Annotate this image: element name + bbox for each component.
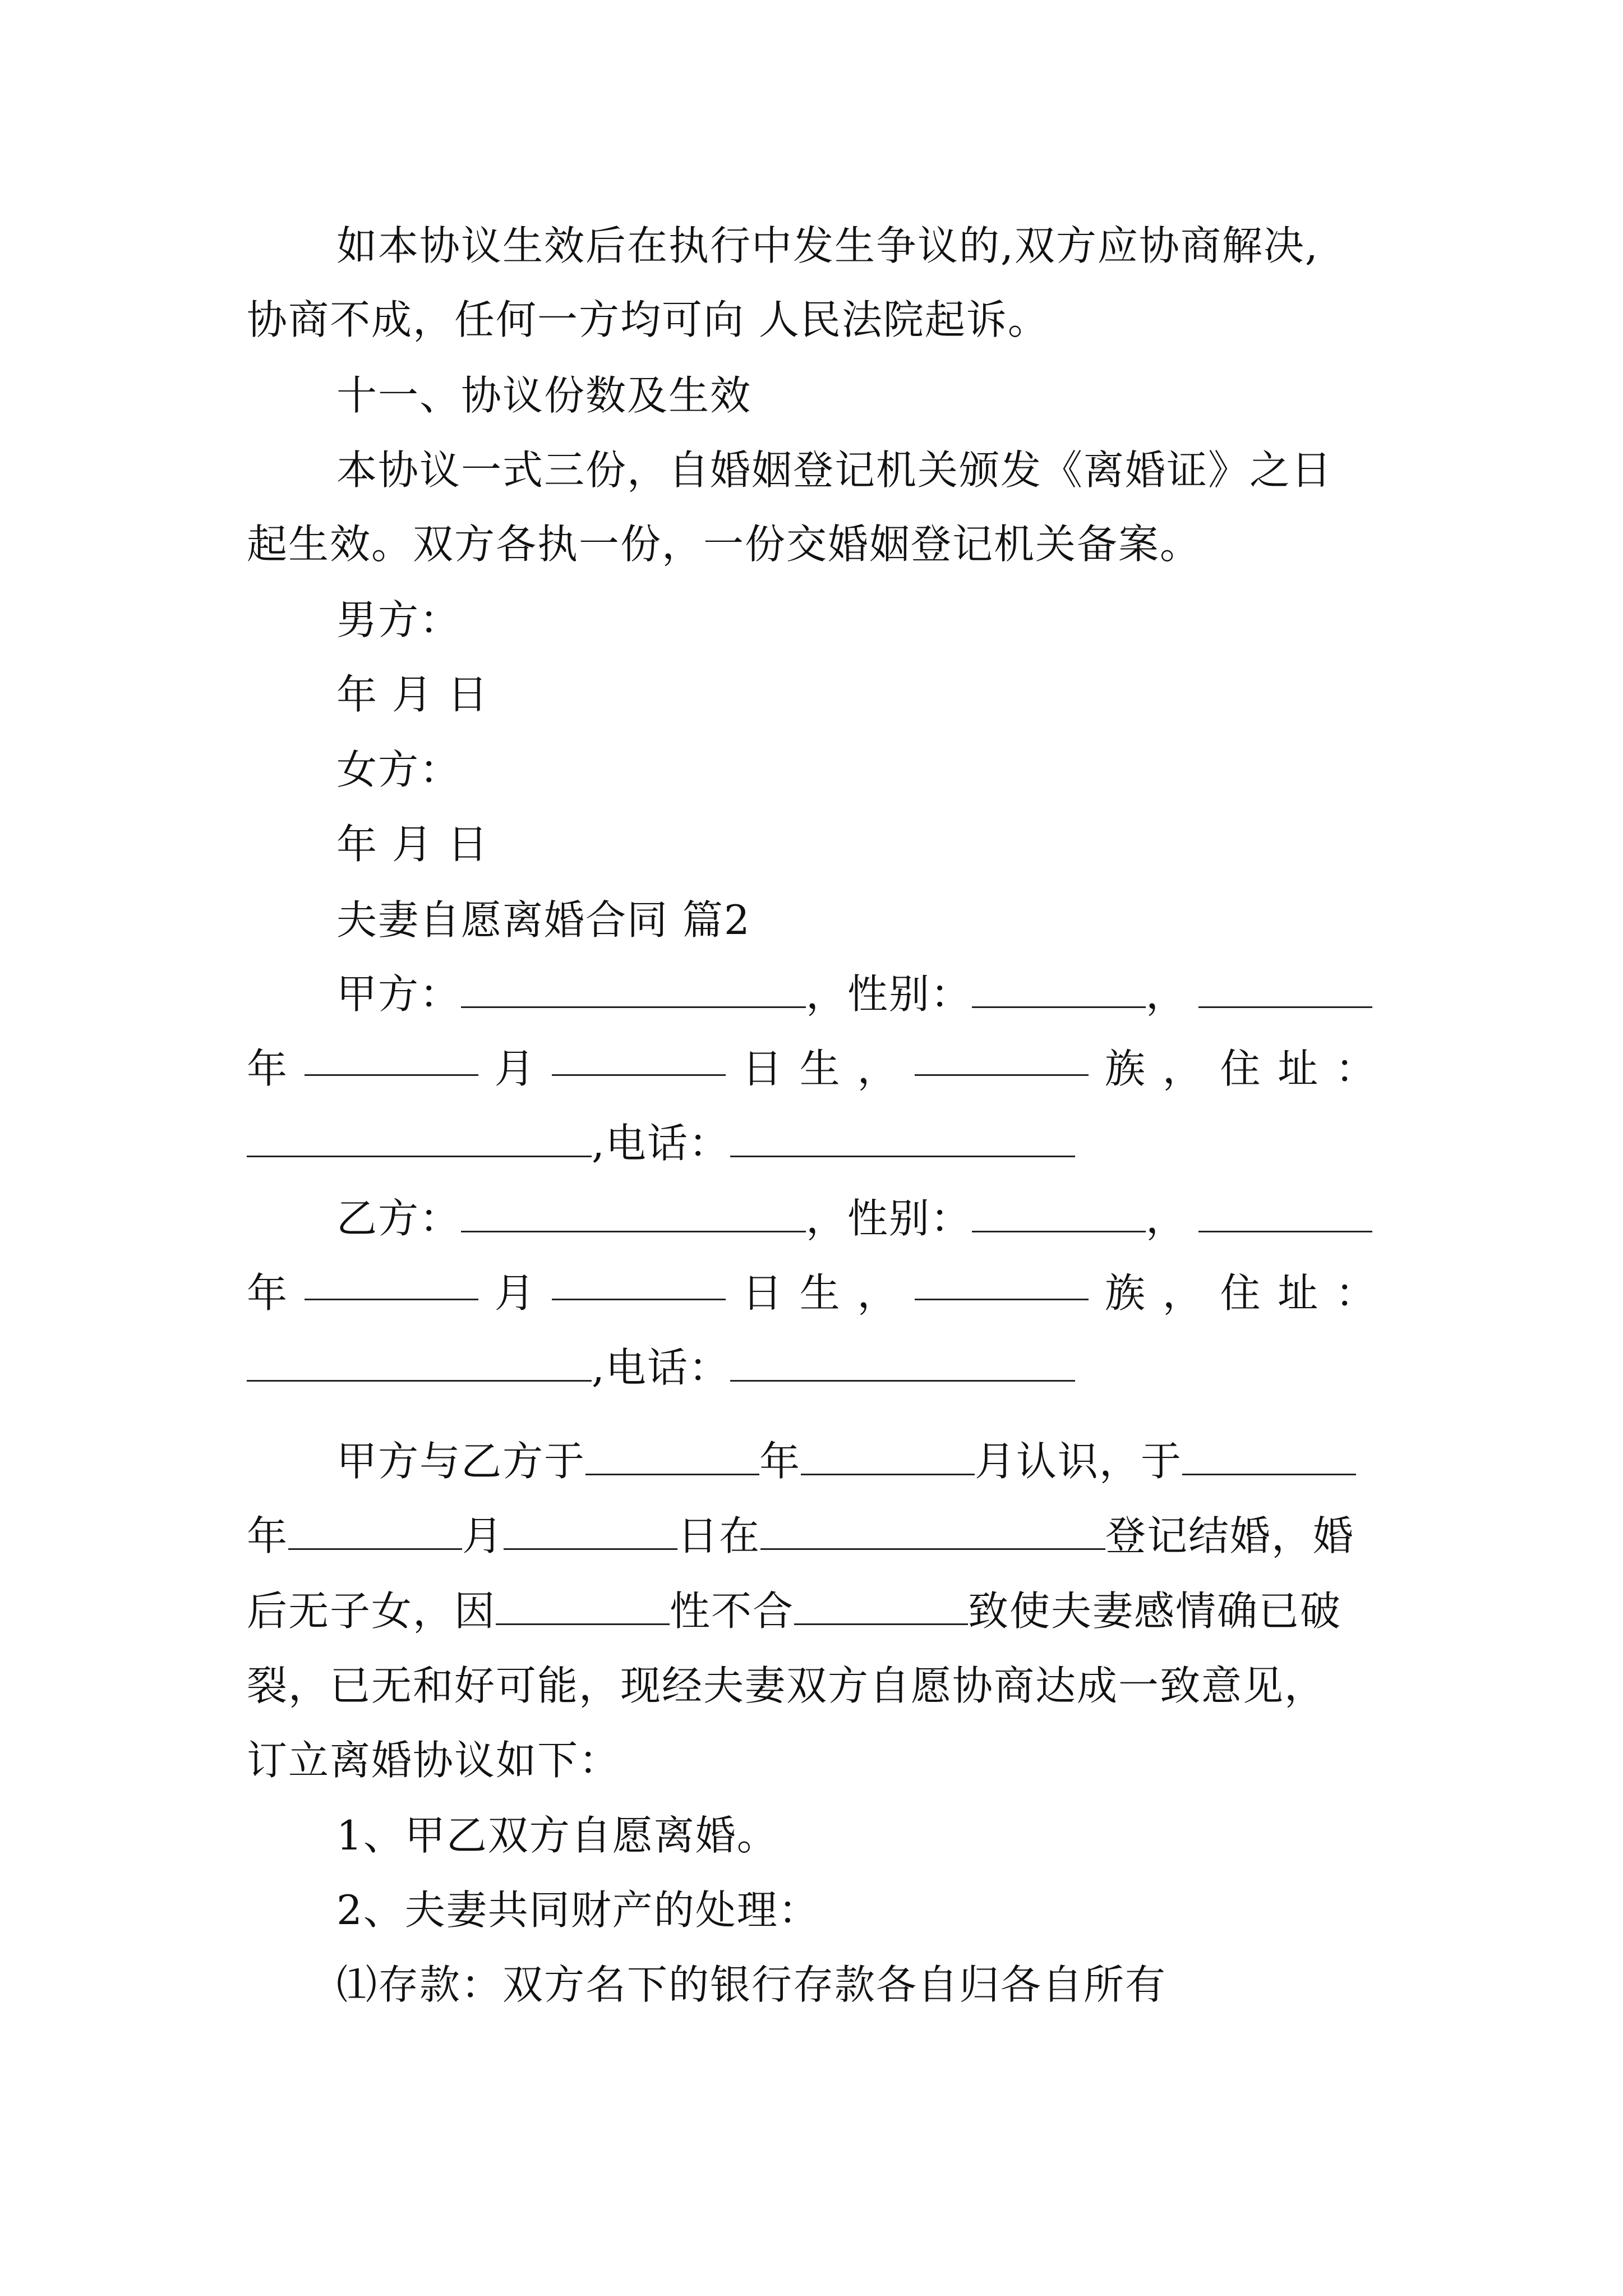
contract-title-part2: 夫妻自愿离婚合同 篇2 [336,896,751,944]
clause-2: 2、夫妻共同财产的处理： [336,1887,820,1934]
year-label: 年 [247,1045,289,1092]
clause-2-1-deposits: ⑴存款：双方名下的银行存款各自归各自所有 [336,1961,1167,2008]
party-a-month-blank [305,1035,478,1076]
text-segment: 日在 [677,1512,761,1559]
party-a-ethnicity-blank [915,1035,1089,1076]
text-segment: 后无子女，因 [247,1588,496,1635]
month-label: 月 [494,1269,536,1317]
party-b-name-blank [461,1191,806,1232]
text-segment: 致使夫妻感情确已破 [968,1588,1342,1635]
month-label: 月 [494,1045,536,1092]
gender-label: ，性别： [806,970,972,1018]
signature-man-label: 男方： [336,596,462,643]
text-segment: 年 [247,1512,289,1559]
party-a-line2 [247,1035,1377,1102]
gender-label: ，性别： [806,1195,972,1242]
born-label: 生 [799,1269,841,1317]
day-label: 日 [741,1045,783,1092]
section-heading-11: 十一、协议份数及生效 [336,372,752,419]
marriage-paragraph-line4: 裂，已无和好可能，现经夫妻双方自愿协商达成一致意见， [247,1662,1326,1709]
signature-woman-date: 年 月 日 [336,821,489,868]
born-label: 生 [799,1045,841,1092]
party-a-day-blank [552,1035,726,1076]
party-a-line1 [336,960,1372,1028]
day-label: 日 [741,1269,783,1317]
address-label-1: 住 [1220,1045,1262,1092]
paragraph-dispute-line2: 协商不成，任何一方均可向 人民法院起诉。 [247,296,1049,343]
party-b-day-blank [552,1259,726,1300]
comma: ， [1162,1045,1204,1092]
paragraph-copies-line1: 本协议一式三份，自婚姻登记机关颁发《离婚证》之日 [336,447,1333,494]
party-a-line3 [247,1110,1075,1177]
phone-label: ,电话： [592,1120,730,1167]
year-label: 年 [247,1269,289,1317]
colon: ： [1335,1269,1377,1317]
signature-man-date: 年 月 日 [336,671,489,718]
party-b-phone-blank [730,1341,1075,1382]
phone-label: ,电话： [592,1344,730,1391]
party-b-ethnicity-blank [915,1259,1089,1300]
party-b-line1 [336,1185,1372,1252]
text-segment: 登记结婚，婚 [1105,1512,1355,1559]
ethnicity-label: 族 [1104,1045,1146,1092]
party-b-gender-blank [972,1191,1146,1232]
ethnicity-label: 族 [1104,1269,1146,1317]
party-b-year-blank [1198,1191,1372,1232]
married-day-blank [504,1509,677,1550]
party-a-label: 甲方： [336,970,462,1018]
party-a-year-blank [1198,967,1372,1008]
marriage-paragraph-line2 [247,1502,1354,1570]
text-segment: 性不合 [670,1588,795,1635]
met-year-blank [585,1434,759,1475]
address-label-2: 址 [1278,1045,1320,1092]
party-a-address-blank [247,1116,592,1157]
text-segment: 月 [462,1512,504,1559]
address-label-2: 址 [1278,1269,1320,1317]
marriage-paragraph-line3 [247,1577,1341,1645]
clause-1: 1、甲乙双方自愿离婚。 [336,1812,778,1859]
party-b-month-blank [305,1259,478,1300]
text-segment: 月认识，于 [975,1438,1183,1485]
reason-blank-1 [496,1584,670,1625]
reason-blank-2 [794,1584,968,1625]
marriage-paragraph-line1 [336,1428,1356,1495]
address-label-1: 住 [1220,1269,1262,1317]
married-month-blank [288,1509,462,1550]
signature-woman-label: 女方： [336,746,462,793]
married-year-blank [1182,1434,1356,1475]
comma: ， [857,1045,899,1092]
paragraph-dispute-line1: 如本协议生效后在执行中发生争议的,双方应协商解决, [336,222,1319,269]
party-a-gender-blank [972,967,1146,1008]
comma: ， [857,1269,899,1317]
marriage-paragraph-line5: 订立离婚协议如下： [247,1737,621,1784]
paragraph-copies-line2: 起生效。双方各执一份，一份交婚姻登记机关备案。 [247,521,1202,568]
comma: ， [1146,1195,1188,1242]
party-a-phone-blank [730,1116,1075,1157]
colon: ： [1335,1045,1377,1092]
registration-place-blank [760,1509,1105,1550]
party-a-name-blank [461,967,806,1008]
comma: ， [1162,1269,1204,1317]
met-month-blank [801,1434,975,1475]
text-segment: 年 [759,1438,801,1485]
party-b-line2 [247,1259,1377,1327]
party-b-label: 乙方： [336,1195,462,1242]
party-b-address-blank [247,1341,592,1382]
text-segment: 甲方与乙方于 [336,1438,586,1485]
party-b-line3 [247,1334,1075,1401]
comma: ， [1146,970,1188,1018]
